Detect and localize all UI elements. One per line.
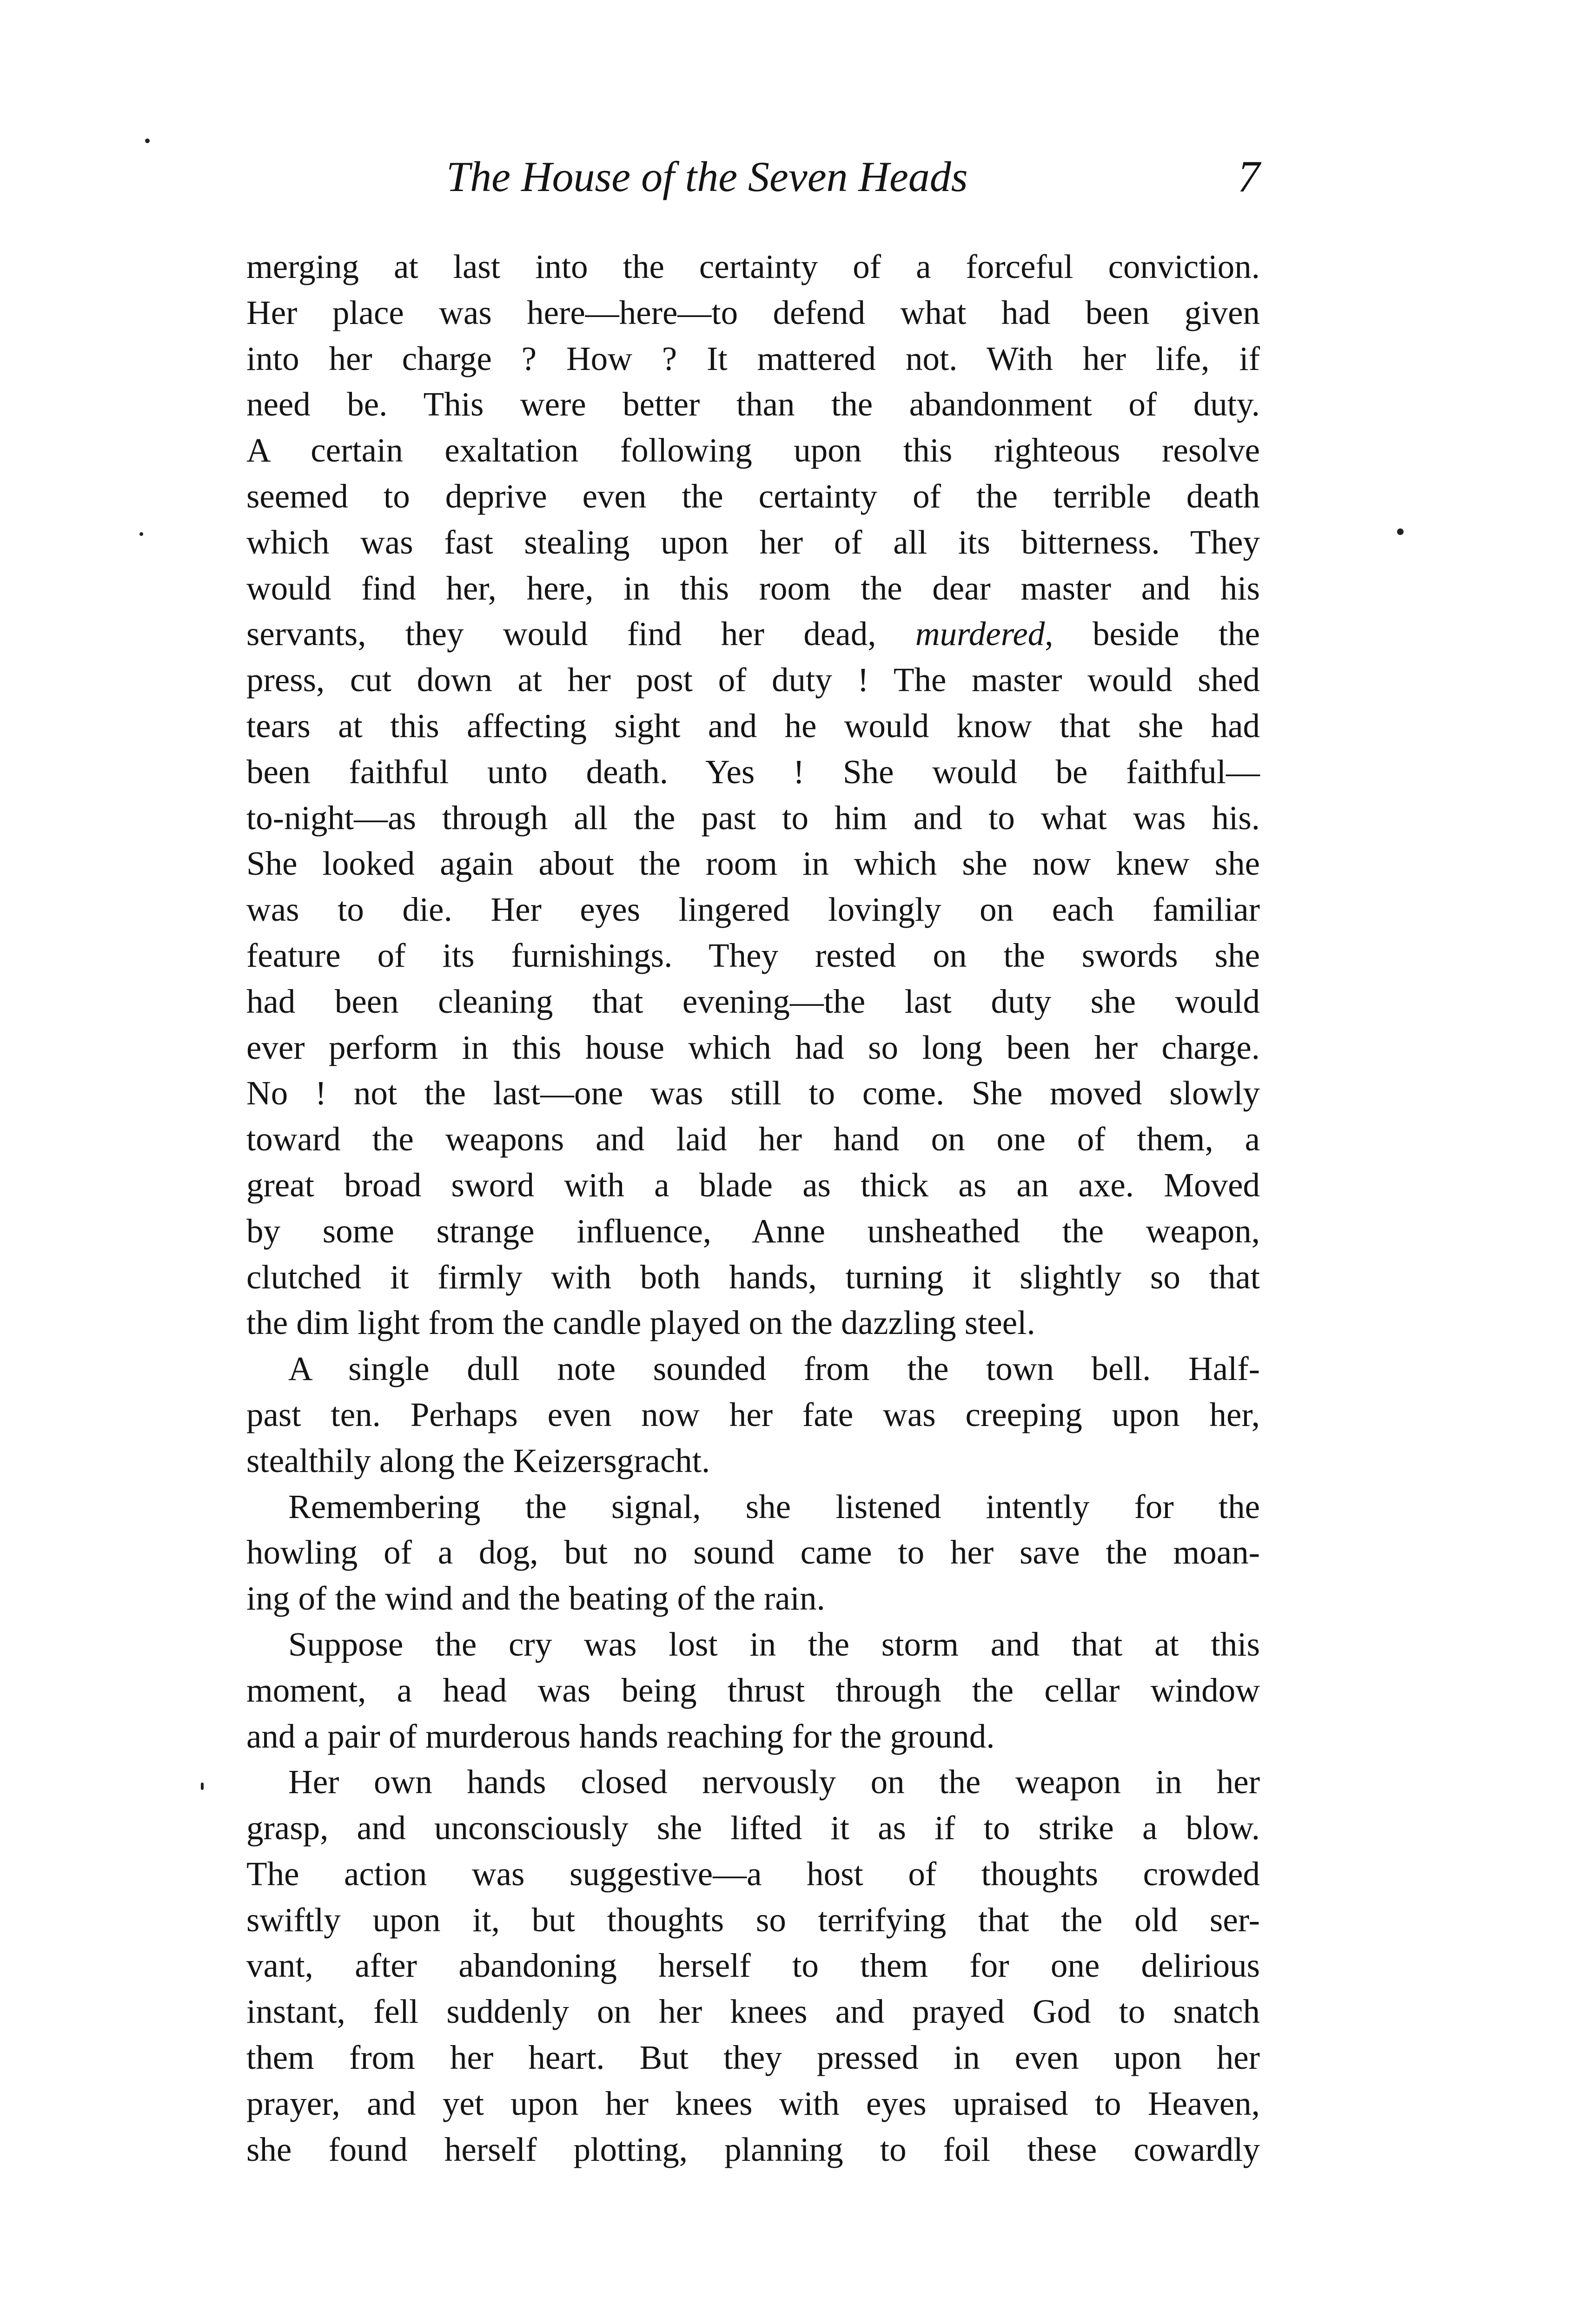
text-line: clutched it firmly with both hands, turning it slightly so that bbox=[246, 1258, 1260, 1296]
running-title: The House of the Seven Heads bbox=[446, 153, 968, 200]
text-line: She looked again about the room in which she now knew she bbox=[246, 845, 1260, 883]
text-line: great broad sword with a blade as thick as an axe. Moved bbox=[246, 1166, 1260, 1204]
text-line: howling of a dog, but no sound came to her save the moan- bbox=[246, 1533, 1260, 1571]
text-line: which was fast stealing upon her of all its bitterness. They bbox=[246, 523, 1260, 561]
text-line: tears at this affecting sight and he would know that she had bbox=[246, 706, 1260, 745]
text-line: past ten. Perhaps even now her fate was creeping upon her, bbox=[246, 1395, 1260, 1433]
text-line: A single dull note sounded from the town bell. Half- bbox=[288, 1350, 1260, 1388]
paragraph bbox=[246, 1346, 1260, 1484]
text-line: Her own hands closed nervously on the weapon in her bbox=[288, 1763, 1260, 1801]
text-line: to-night—as through all the past to him and to what was his. bbox=[246, 799, 1260, 837]
text-line: press, cut down at her post of duty ! The master would shed bbox=[246, 661, 1260, 699]
text-line: A certain exaltation following upon this righteous resolve bbox=[246, 431, 1260, 469]
text-line: the dim light from the candle played on the dazzling steel. bbox=[246, 1304, 1035, 1342]
text-fragment: , beside the bbox=[1045, 615, 1260, 653]
emphasis-word: murdered bbox=[915, 615, 1045, 653]
text-line: them from her heart. But they pressed in even upon her bbox=[246, 2039, 1260, 2077]
text-line-with-emphasis bbox=[246, 611, 1260, 657]
text-line: grasp, and unconsciously she lifted it as if to strike a blow. bbox=[246, 1809, 1260, 1847]
text-line: instant, fell suddenly on her knees and prayed God to snatch bbox=[246, 1993, 1260, 2031]
text-line: No ! not the last—one was still to come. She moved slowly bbox=[246, 1074, 1260, 1112]
paragraph bbox=[246, 1622, 1260, 1759]
text-line: she found herself plotting, planning to foil these cowardly bbox=[246, 2130, 1260, 2168]
text-line: ing of the wind and the beating of the rain. bbox=[246, 1579, 825, 1618]
text-line: moment, a head was being thrust through the cellar window bbox=[246, 1671, 1260, 1709]
paragraph bbox=[246, 1759, 1260, 2172]
scan-speck bbox=[139, 532, 143, 536]
text-line: prayer, and yet upon her knees with eyes upraised to Heaven, bbox=[246, 2084, 1260, 2122]
scan-speck bbox=[201, 1783, 204, 1790]
text-line: need be. This were better than the abandonment of duty. bbox=[246, 385, 1260, 423]
text-line: would find her, here, in this room the dear master and his bbox=[246, 569, 1260, 607]
text-line: ever perform in this house which had so long been her charge. bbox=[246, 1028, 1260, 1066]
text-line: Suppose the cry was lost in the storm and that at this bbox=[288, 1625, 1260, 1663]
body-text bbox=[246, 244, 1260, 2172]
page-header bbox=[246, 139, 1260, 209]
text-line: was to die. Her eyes lingered lovingly on each familiar bbox=[246, 891, 1260, 929]
text-line: by some strange influence, Anne unsheathed the weapon, bbox=[246, 1212, 1260, 1250]
text-line: feature of its furnishings. They rested on the swords she bbox=[246, 936, 1260, 974]
text-line: Remembering the signal, she listened intently for the bbox=[288, 1487, 1260, 1525]
page-number: 7 bbox=[1238, 152, 1260, 201]
text-line: stealthily along the Keizersgracht. bbox=[246, 1441, 710, 1479]
text-line: Her place was here—here—to defend what had been given bbox=[246, 293, 1260, 331]
paragraph bbox=[246, 244, 1260, 1346]
text-line: been faithful unto death. Yes ! She would be faithful— bbox=[246, 753, 1260, 791]
text-fragment: servants, they would find her dead, bbox=[246, 615, 876, 653]
text-line: vant, after abandoning herself to them for one delirious bbox=[246, 1947, 1260, 1985]
paragraph bbox=[246, 1484, 1260, 1622]
text-line: into her charge ? How ? It mattered not. With her life, if bbox=[246, 339, 1260, 377]
text-line: The action was suggestive—a host of thoughts crowded bbox=[246, 1855, 1260, 1893]
text-line: seemed to deprive even the certainty of the terrible death bbox=[246, 477, 1260, 515]
text-line: merging at last into the certainty of a forceful conviction. bbox=[246, 248, 1260, 285]
scan-speck bbox=[1397, 528, 1404, 535]
text-line: had been cleaning that evening—the last duty she would bbox=[246, 982, 1260, 1020]
text-line: toward the weapons and laid her hand on one of them, a bbox=[246, 1120, 1260, 1158]
text-line: swiftly upon it, but thoughts so terrifying that the old ser- bbox=[246, 1901, 1260, 1939]
text-line: and a pair of murderous hands reaching for the ground. bbox=[246, 1717, 995, 1755]
scan-speck bbox=[145, 139, 150, 143]
